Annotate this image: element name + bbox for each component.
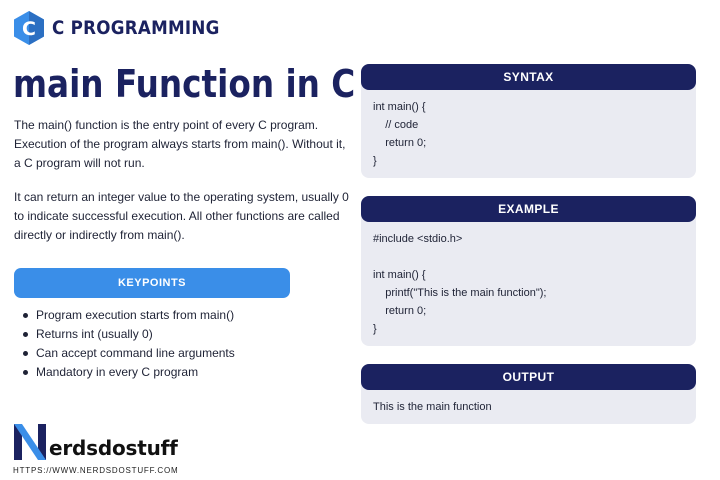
brand-logo-letter: C bbox=[22, 18, 36, 40]
output-header: OUTPUT bbox=[361, 364, 696, 390]
code-line: // code bbox=[373, 119, 419, 131]
code-line: int main() { bbox=[373, 269, 426, 281]
keypoint-item: Program execution starts from main() bbox=[22, 306, 235, 325]
keypoint-item: Returns int (usually 0) bbox=[22, 325, 235, 344]
keypoint-item: Mandatory in every C program bbox=[22, 363, 235, 382]
example-card bbox=[361, 196, 696, 346]
footer-url: HTTPS://WWW.NERDSDOSTUFF.COM bbox=[13, 466, 179, 475]
footer-logo bbox=[12, 422, 178, 462]
code-line: #include <stdio.h> bbox=[373, 233, 463, 245]
intro-paragraph-1: The main() function is the entry point of every C program. Execution of the program always starts from main(). Without it, a C program will not run. bbox=[14, 118, 346, 170]
c-language-hexagon-icon bbox=[12, 10, 46, 46]
code-line: } bbox=[373, 323, 377, 335]
page-title: main Function in C bbox=[13, 62, 356, 106]
example-code bbox=[361, 214, 696, 346]
code-line: return 0; bbox=[373, 137, 427, 149]
keypoints-header: KEYPOINTS bbox=[14, 268, 290, 298]
nerdsdostuff-logo-icon bbox=[12, 422, 48, 462]
syntax-code bbox=[361, 82, 696, 178]
code-line bbox=[373, 248, 684, 266]
brand-title: C PROGRAMMING bbox=[52, 17, 220, 39]
footer-logo-letter: N bbox=[29, 460, 31, 461]
code-line: return 0; bbox=[373, 305, 427, 317]
syntax-header: SYNTAX bbox=[361, 64, 696, 90]
output-card bbox=[361, 364, 696, 424]
footer-brand-name: erdsdostuff bbox=[49, 436, 178, 460]
keypoints-list bbox=[22, 306, 235, 382]
code-line: printf("This is the main function"); bbox=[373, 287, 547, 299]
intro-paragraph-2: It can return an integer value to the operating system, usually 0 to indicate successful execution. All other functions are called directly or indirectly from main(). bbox=[14, 190, 349, 242]
example-header: EXAMPLE bbox=[361, 196, 696, 222]
keypoint-item: Can accept command line arguments bbox=[22, 344, 235, 363]
brand-header bbox=[12, 10, 242, 46]
code-line: } bbox=[373, 155, 377, 167]
code-line: int main() { bbox=[373, 101, 426, 113]
syntax-card bbox=[361, 64, 696, 178]
output-text: This is the main function bbox=[361, 382, 696, 424]
